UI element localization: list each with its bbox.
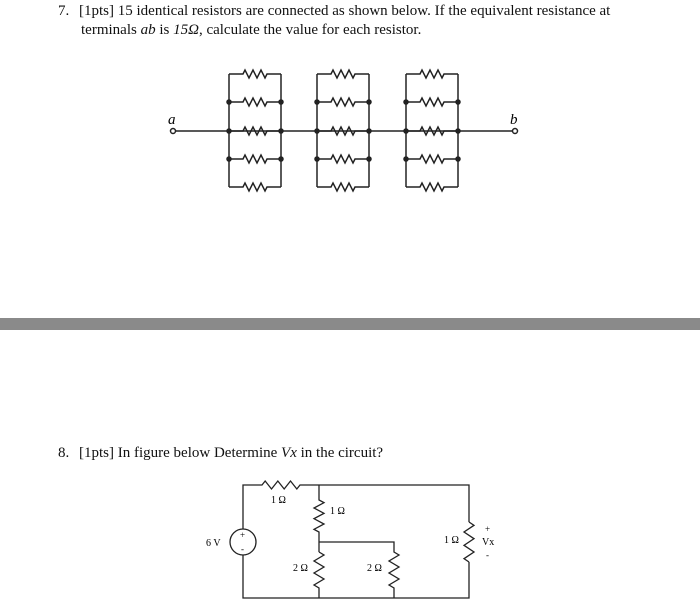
junction-dot bbox=[404, 100, 408, 104]
resistor-low-right bbox=[319, 542, 399, 598]
junction-dot bbox=[367, 157, 371, 161]
terminal-b bbox=[513, 129, 518, 134]
resistor bbox=[229, 183, 281, 191]
junction-dot bbox=[279, 129, 283, 133]
text: [1pts] In figure below Determine bbox=[79, 445, 282, 461]
source-minus: - bbox=[241, 544, 244, 554]
vx-plus: + bbox=[485, 524, 491, 534]
text-ab: ab bbox=[140, 22, 156, 38]
circuit-2 bbox=[230, 481, 474, 598]
junction-dot bbox=[404, 157, 408, 161]
vx-label: Vx bbox=[482, 537, 495, 548]
resistor bbox=[317, 70, 369, 78]
section-divider bbox=[0, 318, 700, 330]
resistor bbox=[406, 70, 458, 78]
junction-dot bbox=[456, 100, 460, 104]
question-8 bbox=[58, 444, 383, 463]
junction-dot bbox=[227, 100, 231, 104]
source-label: 6 V bbox=[206, 538, 221, 549]
terminal-b-label: b bbox=[510, 112, 518, 128]
r-low-left-label: 2 Ω bbox=[293, 563, 308, 574]
junction-dot bbox=[315, 157, 319, 161]
resistor bbox=[317, 98, 369, 106]
junction-dot bbox=[315, 129, 319, 133]
junction-dot bbox=[456, 157, 460, 161]
text-value: 15Ω bbox=[173, 22, 199, 38]
resistor bbox=[229, 127, 281, 135]
text: , calculate the value for each resistor. bbox=[198, 22, 422, 38]
junction-dot bbox=[227, 129, 231, 133]
resistor-right bbox=[464, 522, 474, 562]
junction-dot bbox=[279, 100, 283, 104]
junction-dot bbox=[404, 129, 408, 133]
source-plus: + bbox=[240, 530, 246, 540]
junction-dot bbox=[315, 100, 319, 104]
resistor bbox=[406, 98, 458, 106]
resistor-network bbox=[171, 70, 518, 191]
text: terminals bbox=[81, 22, 141, 38]
question-text-line1: [1pts] 15 identical resistors are connected as shown below. If the equivalent resistance at bbox=[79, 3, 611, 19]
r-mid-label: 1 Ω bbox=[330, 506, 345, 517]
resistor bbox=[229, 155, 281, 163]
vx-minus: - bbox=[486, 550, 489, 560]
r-top-label: 1 Ω bbox=[271, 495, 286, 506]
resistor-low-left bbox=[314, 552, 324, 598]
question-number: 7. bbox=[58, 3, 70, 19]
r-low-right-label: 2 Ω bbox=[367, 563, 382, 574]
resistor bbox=[406, 127, 458, 135]
resistor bbox=[229, 98, 281, 106]
text: in the circuit? bbox=[296, 445, 384, 461]
junction-dot bbox=[367, 129, 371, 133]
r-right-label: 1 Ω bbox=[444, 535, 459, 546]
resistor bbox=[317, 127, 369, 135]
resistor bbox=[317, 183, 369, 191]
question-number: 8. bbox=[58, 445, 70, 461]
junction-dot bbox=[367, 100, 371, 104]
resistor bbox=[229, 70, 281, 78]
text: is bbox=[155, 22, 174, 38]
junction-dot bbox=[279, 157, 283, 161]
resistor bbox=[317, 155, 369, 163]
text-var: Vx bbox=[281, 445, 297, 461]
junction-dot bbox=[456, 129, 460, 133]
resistor bbox=[406, 183, 458, 191]
resistor bbox=[406, 155, 458, 163]
bottom-wire bbox=[243, 555, 469, 598]
terminal-a bbox=[171, 129, 176, 134]
terminal-a-label: a bbox=[168, 112, 176, 128]
junction-dot bbox=[227, 157, 231, 161]
